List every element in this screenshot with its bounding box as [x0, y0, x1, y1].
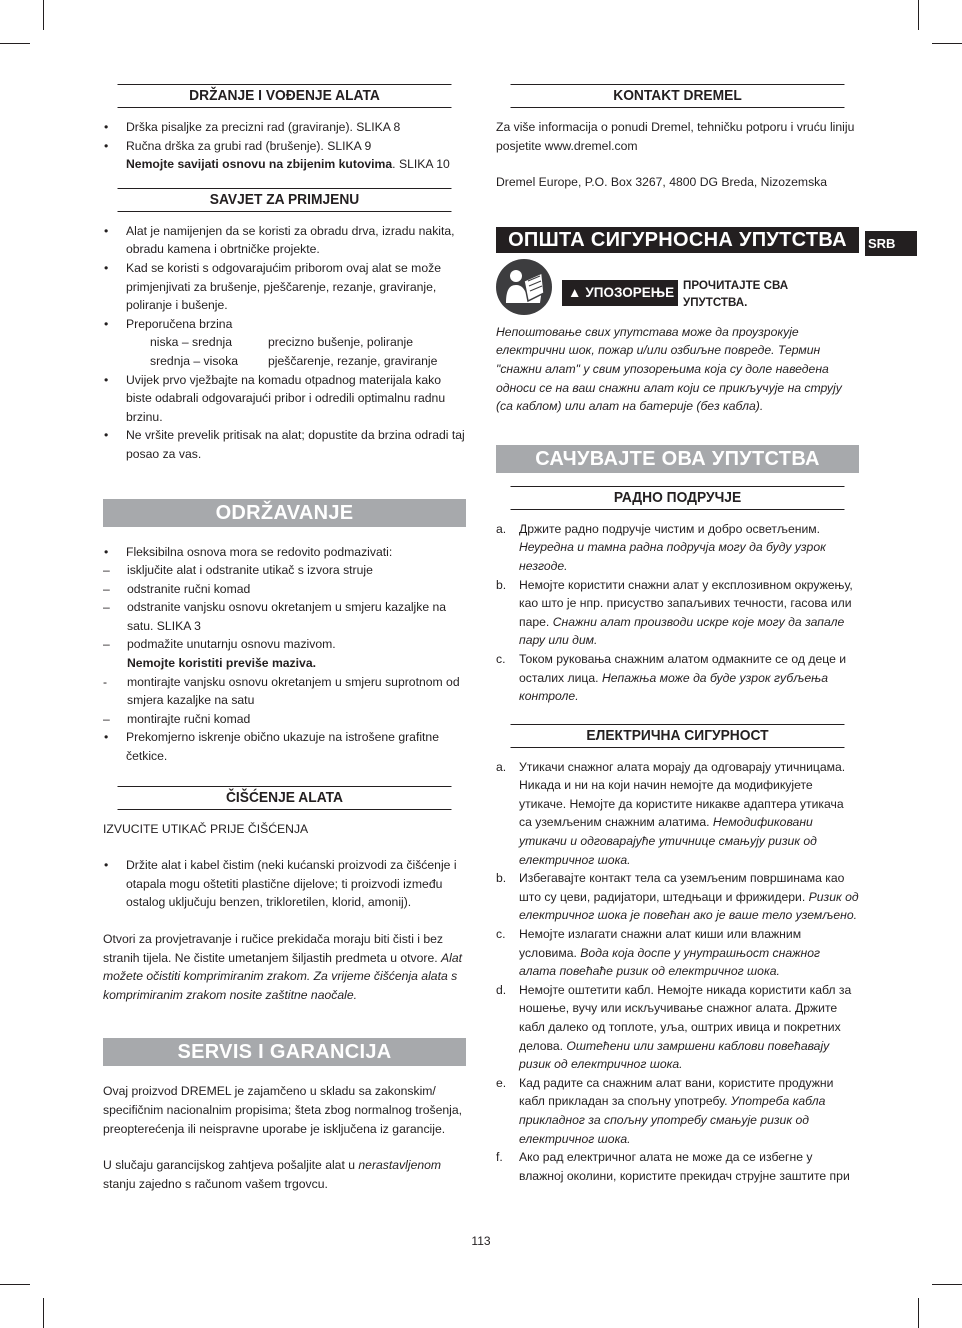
warning-triangle-icon: ▲	[568, 284, 582, 300]
crop-mark	[932, 1284, 962, 1285]
right-column	[496, 84, 859, 1185]
list-item	[103, 137, 466, 174]
list-item: • Uvijek prvo vježbajte na komadu otpadnog materijala kako biste odabrali odgovarajući pribor i odredili optimalnu radnu brzinu.	[103, 371, 466, 427]
sub-item: – isključite alat i odstranite utikač s izvora struje	[103, 561, 466, 580]
list-item	[496, 520, 859, 576]
crop-mark	[43, 0, 44, 30]
list-item	[496, 1074, 859, 1148]
item-text: Кад радите са снажним алат вани, користите продужни кабл прикладан за спољну употребу.	[519, 1075, 834, 1109]
paragraph: IZVUCITE UTIKAČ PRIJE ČIŠĆENJA	[103, 821, 309, 836]
item-italic-text: Снажни алат производи искре које могу да запале пару или дим.	[519, 614, 845, 648]
left-column	[103, 84, 466, 1193]
paragraph-italic-text: Alat možete očistiti komprimiranim zrakom. Za vrijeme čišćenja alata s komprimiranim zrakom nosite zaštitne naočale.	[103, 950, 463, 1002]
list-item: • Drška pisaljke za precizni rad (graviranje). SLIKA 8	[103, 118, 466, 137]
list-item: • Držite alat i kabel čistim (neki kućanski proizvodi za čišćenje i otapala mogu oštetiti plastične dijelove; ti proizvodi između ostalog uključuju benzen, trikloretilen, klorid, amonij).	[103, 856, 466, 912]
item-italic-text: Непажња може да буде узрок губљења контроле.	[519, 670, 828, 704]
list-item: • Ne vršite prevelik pritisak na alat; dopustite da brzina odradi taj posao za vas.	[103, 426, 466, 463]
item-text: Fleksibilna osnova mora se redovito podmazivati:	[126, 544, 393, 559]
item-text: podmažite unutarnju osnovu mazivom.	[127, 637, 336, 652]
list-item	[496, 1148, 859, 1185]
speed-row	[126, 333, 466, 352]
item-text: Ručna drška za grubi rad (brušenje). SLIKA 9	[126, 138, 372, 153]
item-text: Утикачи снажног алата морају да одговарају утичницама. Никада и ни на који начин немојте да модификујете утикаче. Немојте да користите никакве адаптера утикача са уземљеним снажним алатима.	[519, 759, 846, 830]
sub-item: – odstranite ručni komad	[103, 580, 466, 599]
crop-mark	[918, 0, 919, 30]
item-italic-text: Вода која доспе у унутрашњост снажног алата повећаће ризик од електричног шока.	[519, 945, 821, 979]
read-all-instructions: ПРОЧИТАЈТЕ СВА УПУТСТВА.	[683, 278, 789, 310]
item-marker: d.	[496, 982, 507, 997]
item-text: Држите радно подручје чистим и добро осветљеним.	[519, 521, 821, 536]
sub-item: - montirajte vanjsku osnovu okretanjem u smjeru suprotnom od smjera kazaljke na satu	[103, 673, 466, 710]
paragraph	[103, 1156, 466, 1193]
paragraph-text: stanju zajedno s računom vašem trgovcu.	[103, 1176, 328, 1191]
item-text: Немојте излагати снажни алат киши или влажним условима.	[519, 927, 802, 960]
item-text: . SLIKA 10	[392, 157, 450, 172]
list-item	[496, 981, 859, 1074]
item-bold-text: Nemojte koristiti previše maziva.	[127, 656, 316, 671]
section-heading-ciscenje: ČIŠĆENJE ALATA	[118, 786, 452, 810]
crop-mark	[0, 43, 30, 44]
item-text: Током руковања снажним алатом одмакните се од деце и осталих лица.	[519, 651, 847, 685]
item-marker: b.	[496, 871, 507, 886]
list-item	[496, 869, 859, 925]
section-heading-sacuvajte: САЧУВАЈТЕ ОВА УПУТСТВА	[496, 445, 859, 473]
sub-item: – odstranite vanjsku osnovu okretanjem u smjeru kazaljke na satu. SLIKA 3	[103, 598, 466, 635]
section-heading-drzanje: DRŽANJE I VOĐENJE ALATA	[118, 84, 452, 108]
section-heading-odrzavanje: ODRŽAVANJE	[103, 499, 466, 527]
item-italic-text: Оштећени или замршени каблови повећавају ризик од електричног шока.	[519, 1038, 830, 1072]
drzanje-list	[103, 118, 466, 174]
item-marker: b.	[496, 577, 507, 592]
speed-range: niska – srednja	[150, 335, 232, 350]
page-number: 113	[471, 1234, 491, 1248]
sub-item	[103, 635, 466, 672]
section-heading-servis: SERVIS I GARANCIJA	[103, 1038, 466, 1066]
savjet-list	[103, 222, 466, 464]
list-item: • Kad se koristi s odgovarajućim priborom ovaj alat se može primjenjivati za brušenje, pješčarenje, rezanje, graviranje, poliranje i bušenje.	[103, 259, 466, 315]
item-marker: c.	[496, 651, 506, 666]
list-item: • Prekomjerno iskrenje obično ukazuje na istrošene grafitne četkice.	[103, 728, 466, 765]
crop-mark	[0, 1284, 30, 1285]
list-item	[496, 650, 859, 706]
paragraph-text: Otvori za provjetravanje i ručice prekidača moraju biti čisti i bez stranih tijela. Ne čistite umetanjem šiljastih predmeta u otvore.	[103, 932, 444, 965]
item-italic-text: Употреба кабла прикладног за спољну употребу смањује ризик од електричног шока.	[519, 1094, 826, 1146]
list-item	[103, 543, 466, 729]
section-heading-opsta: ОПШТА СИГУРНОСНА УПУТСТВА	[496, 227, 859, 253]
item-text: Ако рад електричног алата не може да се избегне у влажној околини, користите прекидач струјне заштите при	[519, 1150, 850, 1183]
item-bold-text: Nemojte savijati osnovu na zbijenim kutovima	[126, 157, 393, 172]
list-item	[103, 315, 466, 371]
paragraph-text: U slučaju garancijskog zahtjeva pošaljite alat u	[103, 1158, 359, 1173]
speed-range: srednja – visoka	[150, 353, 239, 368]
item-marker: a.	[496, 759, 507, 774]
warning-badge	[562, 280, 678, 306]
sub-item: – montirajte ručni komad	[103, 710, 466, 729]
item-italic-text: Неуредна и тамна радна подручја могу да буду узрок незгоде.	[519, 540, 826, 573]
speed-row	[126, 352, 466, 371]
item-marker: e.	[496, 1075, 507, 1090]
elektricna-list	[496, 758, 859, 1186]
speed-use: precizno bušenje, poliranje	[268, 335, 413, 350]
paragraph	[103, 930, 466, 1004]
list-item	[496, 576, 859, 650]
item-text: Preporučena brzina	[126, 316, 233, 331]
crop-mark	[918, 1298, 919, 1328]
section-heading-radno: РАДНО ПОДРУЧЈЕ	[511, 486, 845, 510]
item-text: Избегавајте контакт тела са уземљеним површинама као што су цеви, радијатори, штедњаци и фрижидери.	[519, 871, 845, 904]
odrzavanje-list	[103, 543, 466, 766]
warning-block	[496, 257, 859, 353]
radno-list	[496, 520, 859, 706]
section-heading-savjet: SAVJET ZA PRIMJENU	[118, 188, 452, 212]
ciscenje-list	[103, 856, 466, 912]
crop-mark	[932, 43, 962, 44]
paragraph: Ovaj proizvod DREMEL je zajamčeno u skladu sa zakonskim/ specifičnim nacionalnim propisima; šteta zbog normalnog trošenja, preopterećenja ili neispravne uporabe je isključena iz garancije.	[103, 1084, 463, 1136]
paragraph-italic-text: nerastavljenom	[358, 1158, 442, 1173]
list-item	[496, 925, 859, 981]
warning-label: УПОЗОРЕЊЕ	[585, 284, 675, 300]
warning-italic-text: Непоштовање свих упутстава може да проузрокује електрични шок, пожар и/или озбиљне повреде. Термин "снажни алат" у свим упозорењима која су доле наведена односи се на ваш снажни алат који се прикључује на струју (са каблом) или алат на батерије (без кабла).	[496, 324, 842, 414]
list-item: • Alat je namijenjen da se koristi za obradu drva, izradu nakita, obradu kamena i obrtničke projekte.	[103, 222, 466, 259]
section-heading-elektricna: ЕЛЕКТРИЧНА СИГУРНОСТ	[511, 724, 845, 748]
speed-use: pješčarenje, rezanje, graviranje	[268, 353, 438, 368]
paragraph: Dremel Europe, P.O. Box 3267, 4800 DG Breda, Nizozemska	[496, 175, 828, 190]
item-marker: c.	[496, 927, 506, 942]
item-marker: a.	[496, 521, 507, 536]
list-item	[496, 758, 859, 870]
paragraph: Za više informacija o ponudi Dremel, tehničku potporu i vruću liniju posjetite www.dremel.com	[496, 120, 855, 153]
crop-mark	[43, 1298, 44, 1328]
section-heading-kontakt: KONTAKT DREMEL	[511, 84, 845, 108]
item-italic-text: Ризик од електричног шока је повећан ако је ваше тело уземљено.	[519, 889, 859, 923]
item-text: Немојте користити снажни алат у експлозивном окружењу, као што је нпр. присуство запаљивих течности, гасова или паре.	[519, 577, 853, 629]
language-tag: SRB	[865, 231, 917, 256]
read-manual-icon	[496, 259, 552, 315]
item-text: Немојте оштетити кабл. Немојте никада користити кабл за ношење, вучу или искључивање снажног алата. Држите кабл далеко од топлоте, уља, оштрих ивица и покретних делова.	[519, 982, 852, 1053]
sub-list	[103, 561, 466, 728]
item-italic-text: Немодификовани утикачи и одговарајуће утичнице смањују ризик од електричног шока.	[519, 815, 817, 867]
item-marker: f.	[496, 1150, 503, 1165]
